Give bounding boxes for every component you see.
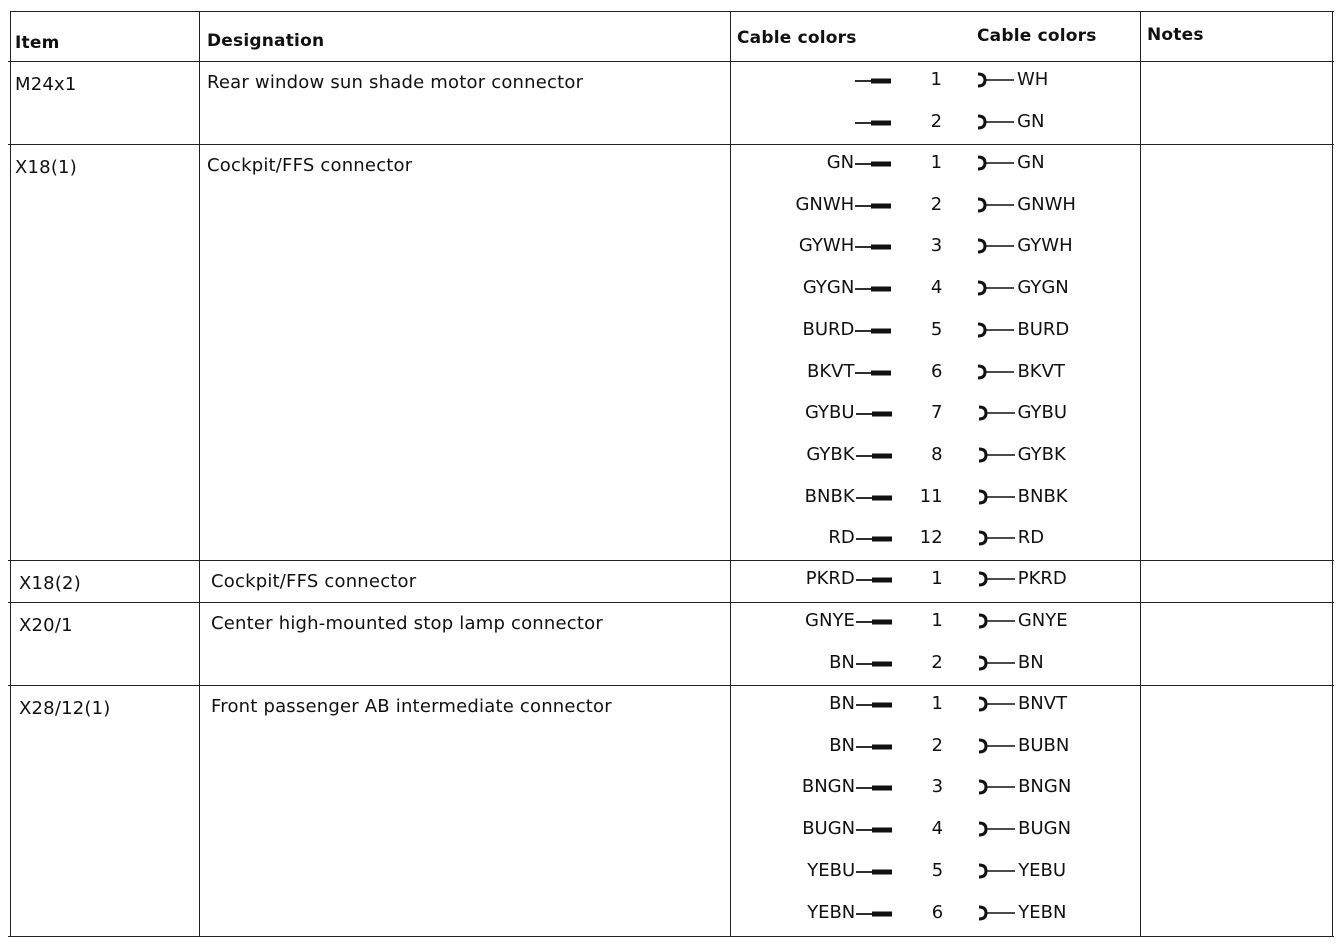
wire-color-right: GYGN: [1017, 277, 1069, 299]
column-divider: [1140, 11, 1141, 936]
item-code: X18(2): [19, 573, 81, 594]
wire-color-left: GNWH: [795, 193, 855, 215]
column-divider: [730, 11, 731, 936]
pin-number: 1: [930, 69, 942, 90]
plug-connector-icon: [856, 569, 898, 589]
socket-connector-icon: [976, 362, 1018, 382]
wire-color-left: PKRD: [805, 568, 855, 589]
column-divider: [199, 11, 200, 936]
socket-connector-icon: [977, 487, 1019, 507]
pin-number: 11: [919, 485, 943, 507]
plug-connector-icon: [855, 153, 897, 173]
row-divider: [8, 602, 1334, 603]
pin-number: 2: [931, 651, 943, 673]
socket-connector-icon: [977, 694, 1019, 714]
item-code: X18(1): [15, 157, 77, 178]
column-divider: [1332, 11, 1333, 936]
wire-color-left: BNBK: [804, 485, 855, 507]
header-designation: Designation: [207, 31, 325, 51]
plug-connector-icon: [856, 903, 898, 923]
row-divider: [8, 144, 1334, 145]
wire-color-left: YEBU: [807, 859, 856, 881]
socket-connector-icon: [977, 653, 1019, 673]
pin-number: 12: [919, 527, 943, 549]
header-item: Item: [15, 33, 60, 53]
socket-connector-icon: [977, 445, 1019, 465]
socket-connector-icon: [976, 320, 1018, 340]
item-code: X28/12(1): [19, 698, 111, 719]
plug-connector-icon: [855, 320, 897, 340]
wire-color-right: GYBK: [1017, 443, 1066, 465]
wire-color-right: BNBK: [1017, 485, 1068, 507]
header-notes: Notes: [1147, 25, 1204, 45]
plug-connector-icon: [856, 736, 898, 756]
pin-number: 1: [930, 152, 943, 173]
plug-connector-icon: [856, 487, 898, 507]
row-divider: [8, 560, 1334, 561]
pin-number: 8: [931, 443, 943, 465]
socket-connector-icon: [977, 528, 1019, 548]
row-divider: [8, 685, 1334, 686]
wire-color-right: YEBN: [1018, 901, 1067, 923]
plug-connector-icon: [855, 112, 897, 132]
plug-connector-icon: [856, 777, 898, 797]
column-divider: [10, 11, 11, 936]
wire-color-right: BUBN: [1018, 734, 1070, 756]
wire-color-right: BNVT: [1017, 693, 1068, 714]
designation: Front passenger AB intermediate connector: [211, 696, 612, 717]
socket-connector-icon: [976, 70, 1018, 90]
wire-color-left: GNYE: [805, 610, 855, 631]
wire-color-left: GYWH: [798, 235, 855, 257]
plug-connector-icon: [855, 362, 897, 382]
wire-color-right: GNYE: [1017, 610, 1068, 631]
plug-connector-icon: [856, 403, 898, 423]
item-code: M24x1: [15, 74, 77, 95]
designation: Cockpit/FFS connector: [211, 571, 417, 592]
plug-connector-icon: [856, 819, 898, 839]
socket-connector-icon: [977, 611, 1019, 631]
pin-number: 2: [930, 110, 943, 132]
socket-connector-icon: [976, 278, 1018, 298]
wire-color-right: BUGN: [1018, 818, 1072, 840]
plug-connector-icon: [856, 653, 898, 673]
plug-connector-icon: [855, 278, 897, 298]
socket-connector-icon: [977, 861, 1019, 881]
socket-connector-icon: [976, 112, 1018, 132]
wire-color-right: GN: [1017, 152, 1045, 173]
wire-color-left: BKVT: [806, 360, 855, 382]
designation: Rear window sun shade motor connector: [207, 72, 584, 93]
wire-color-right: GN: [1017, 110, 1045, 132]
wire-color-left: BUGN: [802, 818, 856, 840]
item-code: X20/1: [19, 615, 73, 636]
wire-color-right: BKVT: [1017, 360, 1065, 382]
header-cable-colors-right: Cable colors: [977, 26, 1097, 46]
wire-color-right: YEBU: [1018, 859, 1067, 881]
wire-color-left: GYBU: [804, 402, 855, 424]
pin-number: 4: [930, 277, 943, 299]
designation: Center high-mounted stop lamp connector: [211, 613, 603, 634]
pin-number: 1: [931, 610, 943, 631]
pin-number: 5: [930, 318, 943, 340]
pin-number: 1: [931, 568, 943, 589]
wire-color-left: RD: [828, 527, 855, 549]
wire-color-right: GNWH: [1017, 193, 1076, 215]
wire-color-left: YEBN: [807, 901, 856, 923]
socket-connector-icon: [977, 819, 1019, 839]
wire-color-right: BURD: [1017, 318, 1070, 340]
wire-color-left: GYBK: [806, 443, 855, 465]
socket-connector-icon: [977, 777, 1019, 797]
socket-connector-icon: [977, 903, 1019, 923]
plug-connector-icon: [855, 236, 897, 256]
wire-color-left: BN: [829, 734, 856, 756]
socket-connector-icon: [977, 569, 1019, 589]
wire-color-right: BN: [1017, 651, 1044, 673]
wire-color-right: BNGN: [1018, 776, 1072, 798]
socket-connector-icon: [977, 403, 1019, 423]
wire-color-right: PKRD: [1017, 568, 1067, 589]
socket-connector-icon: [976, 236, 1018, 256]
plug-connector-icon: [856, 694, 898, 714]
pin-number: 6: [930, 360, 943, 382]
wire-color-right: WH: [1017, 69, 1049, 90]
pin-number: 6: [931, 901, 944, 923]
pin-number: 3: [931, 776, 944, 798]
plug-connector-icon: [855, 195, 897, 215]
plug-connector-icon: [856, 861, 898, 881]
row-divider: [10, 11, 1334, 12]
pin-number: 3: [930, 235, 943, 257]
socket-connector-icon: [976, 153, 1018, 173]
pin-number: 4: [931, 818, 944, 840]
wire-color-right: GYBU: [1017, 402, 1068, 424]
wire-color-left: BN: [829, 693, 855, 714]
wire-color-left: BURD: [802, 318, 855, 340]
wire-color-right: RD: [1017, 527, 1045, 549]
plug-connector-icon: [855, 70, 897, 90]
wire-color-left: BNGN: [801, 776, 856, 798]
wire-color-left: GN: [826, 152, 855, 173]
header-cable-colors-left: Cable colors: [737, 28, 857, 48]
wire-color-right: GYWH: [1017, 235, 1073, 257]
pin-number: 1: [931, 693, 943, 714]
row-divider: [8, 936, 1334, 937]
pin-number: 7: [931, 402, 943, 424]
wire-color-left: BN: [829, 651, 855, 673]
designation: Cockpit/FFS connector: [207, 155, 413, 176]
plug-connector-icon: [856, 611, 898, 631]
row-divider: [8, 61, 1334, 62]
pin-number: 2: [930, 193, 943, 215]
socket-connector-icon: [976, 195, 1018, 215]
plug-connector-icon: [856, 528, 898, 548]
socket-connector-icon: [977, 736, 1019, 756]
pin-number: 2: [931, 734, 943, 756]
plug-connector-icon: [856, 445, 898, 465]
wire-color-left: GYGN: [802, 277, 855, 299]
pin-number: 5: [931, 859, 944, 881]
